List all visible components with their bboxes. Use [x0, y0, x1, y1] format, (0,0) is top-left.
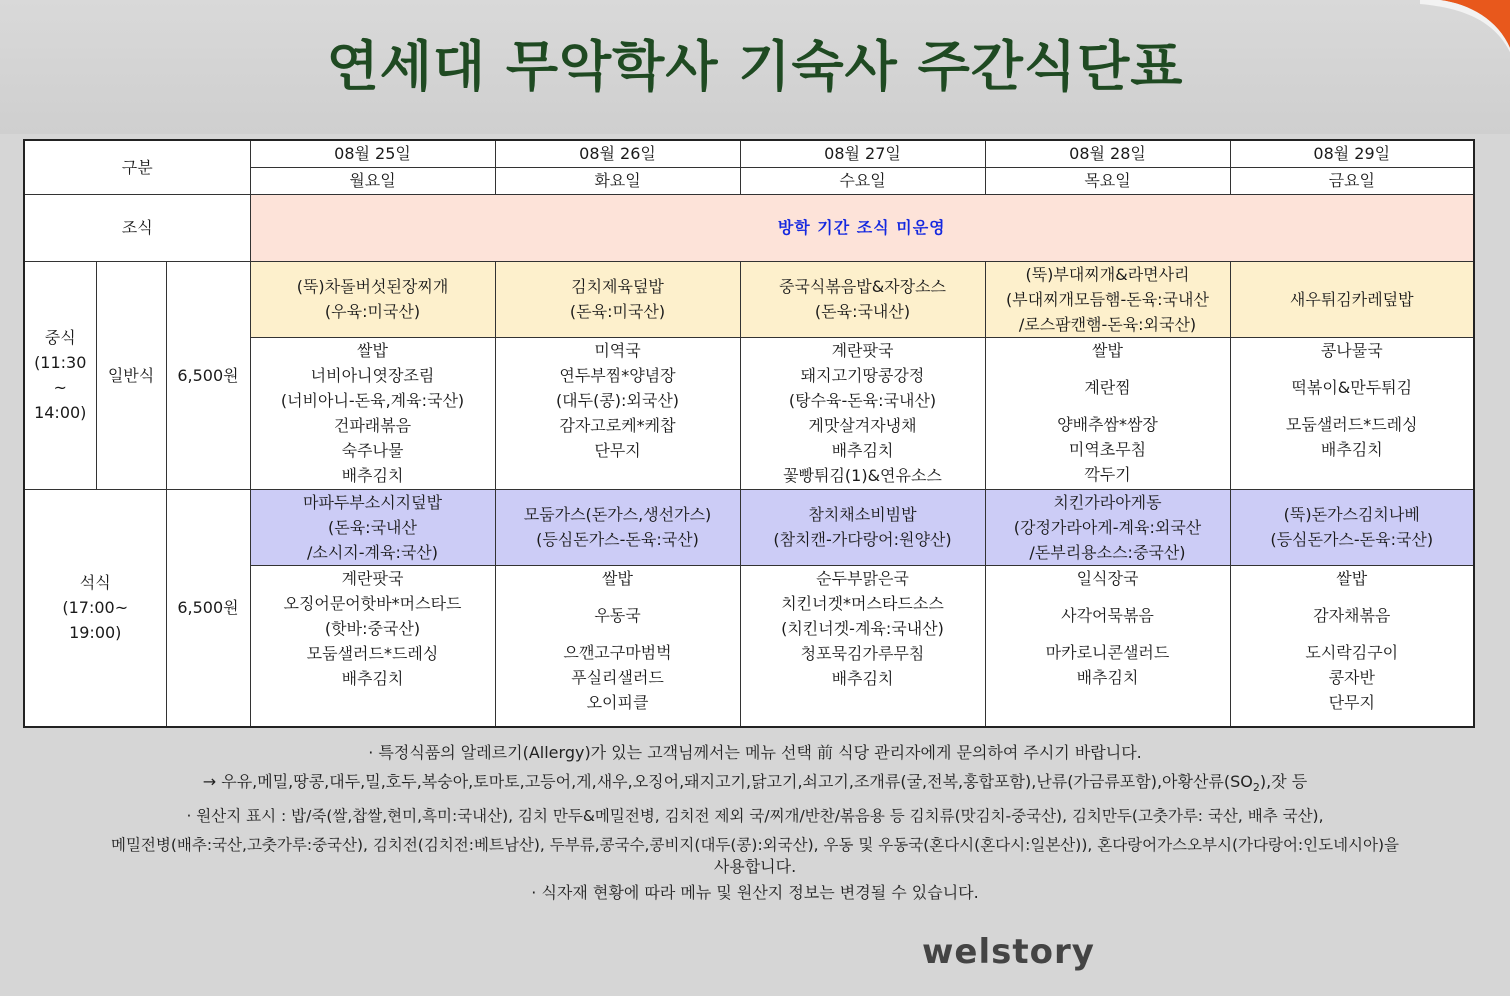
menu-item: (등심돈가스-돈육:국산)	[1270, 530, 1434, 549]
lunch-sides-cell	[495, 337, 740, 489]
menu-item: (등심돈가스-돈육:국산)	[536, 530, 699, 549]
menu-item: 순두부맑은국	[816, 568, 909, 588]
lunch-sides-cell	[740, 337, 985, 489]
lunch-time-end: 14:00)	[34, 403, 87, 422]
menu-item: 쌀밥	[1336, 568, 1368, 588]
dinner-time-start: (17:00~	[62, 598, 129, 618]
lunch-main-cell	[250, 261, 495, 337]
dinner-sides-cell	[250, 565, 495, 727]
weekday-header: 목요일	[985, 167, 1230, 194]
line-gap	[1233, 628, 1472, 640]
menu-item: (돈육:국내산	[328, 517, 417, 537]
allergen-list-end: ),잣 등	[1259, 772, 1308, 791]
menu-item: 숙주나물	[341, 440, 404, 460]
menu-item: 콩자반	[1328, 667, 1375, 687]
menu-item: (강정가라아게-계육:외국산	[1013, 517, 1202, 537]
menu-item: 너비아니엿장조림	[310, 365, 435, 385]
allergen-list-text: → 우유,메밀,땅콩,대두,밀,호두,복숭아,토마토,고등어,게,새우,오징어,돼지고기,닭고기,쇠고기,조개류(굴,전복,홍합포함),난류(가금류포함),아황산류(SO	[202, 772, 1253, 791]
breakfast-row	[24, 194, 1474, 261]
line-gap	[988, 363, 1228, 375]
menu-item: 돼지고기땅콩강정	[800, 365, 925, 385]
menu-item: (뚝)돈가스김치나베	[1283, 505, 1420, 524]
allergen-subscript: 2	[1252, 781, 1260, 795]
menu-item: 미역국	[594, 340, 641, 360]
notes-section	[20, 738, 1490, 908]
menu-item: 쌀밥	[602, 568, 633, 588]
weekday-header: 수요일	[740, 167, 985, 194]
menu-item: (치킨너겟-계육:국내산)	[781, 618, 944, 638]
menu-item: 감자고로케*케찹	[559, 415, 676, 435]
menu-item: (너비아니-돈육,계육:국산)	[280, 390, 465, 410]
dinner-price: 6,500원	[166, 489, 250, 727]
menu-item: (돈육:국내산)	[814, 302, 911, 321]
menu-item: 미역초무침	[1068, 439, 1147, 459]
menu-item: 모둠샐러드*드레싱	[1285, 414, 1418, 434]
lunch-time-sep: ~	[53, 378, 67, 397]
line-gap	[1233, 400, 1472, 412]
menu-item: (대두(콩):외국산)	[555, 390, 680, 410]
weekly-menu-table	[23, 139, 1475, 728]
menu-item: 배추김치	[1320, 439, 1383, 459]
menu-item: 모둠가스(돈가스,생선가스)	[523, 505, 712, 524]
lunch-main-cell	[495, 261, 740, 337]
lunch-time-start: (11:30	[34, 353, 87, 372]
menu-item: 쌀밥	[1092, 340, 1123, 360]
menu-item: 계란팟국	[831, 340, 894, 360]
line-gap	[988, 400, 1228, 412]
menu-item: (탕수육-돈육:국내산)	[788, 390, 937, 410]
menu-item: 떡볶이&만두튀김	[1291, 377, 1413, 397]
menu-item: 치킨가라아게동	[1053, 492, 1162, 512]
menu-item: 꽃빵튀김(1)&연유소스	[783, 465, 942, 485]
menu-item: 단무지	[594, 440, 641, 460]
menu-item: 계란찜	[1084, 377, 1131, 397]
menu-item: (우육:미국산)	[324, 302, 421, 321]
menu-item: /소시지-계육:국산)	[307, 542, 438, 562]
dinner-main-cell	[495, 489, 740, 565]
menu-item: 마파두부소시지덮밥	[302, 492, 443, 512]
menu-item: /로스팜캔햄-돈육:외국산)	[1018, 314, 1197, 334]
menu-item: 으깬고구마범벅	[563, 642, 672, 662]
lunch-sides-cell	[1230, 337, 1474, 489]
menu-item: (핫바:중국산)	[324, 618, 421, 638]
header-date-row	[24, 140, 1474, 167]
dinner-main-row	[24, 489, 1474, 565]
menu-item: (부대찌개모듬햄-돈육:국내산	[1006, 289, 1209, 309]
menu-item: 모둠샐러드*드레싱	[306, 643, 439, 663]
dinner-sides-cell	[985, 565, 1230, 727]
dinner-label-text: 석식	[79, 573, 111, 593]
origin-note-cont: 메밀전병(배추:국산,고춧가루:중국산), 김치전(김치전:베트남산), 두부류,콩국수,콩비지(대두(콩):외국산), 우동 및 우동국(혼다시(혼다시:일본산)), 혼다랑어가스오부시(가다랑어:인도네시아)을	[110, 836, 1400, 855]
lunch-label	[24, 261, 96, 489]
origin-note: · 원산지 표시 : 밥/죽(쌀,찹쌀,현미,흑미:국내산), 김치 만두&메밀전병, 김치전 제외 국/찌개/반찬/볶음용 등 김치류(맛김치-중국산), 김치만두(고춧가루: 국산, 배추 국산),	[186, 807, 1324, 826]
menu-item: 청포묵김가루무침	[800, 643, 925, 663]
menu-item: 양배추쌈*쌈장	[1057, 414, 1158, 434]
date-header: 08월 27일	[740, 140, 985, 167]
weekday-header: 금요일	[1230, 167, 1474, 194]
menu-item: 오이피클	[586, 692, 649, 712]
menu-item: 푸실리샐러드	[571, 667, 664, 687]
lunch-sides-cell	[985, 337, 1230, 489]
menu-item: /돈부리용소스:중국산)	[1029, 542, 1186, 562]
allergen-list	[20, 767, 1490, 802]
breakfast-label: 조식	[24, 194, 250, 261]
menu-item: 오징어문어핫바*머스타드	[283, 593, 462, 613]
change-note: · 식자재 현황에 따라 메뉴 및 원산지 정보는 변경될 수 있습니다.	[531, 883, 979, 903]
dinner-sides-cell	[740, 565, 985, 727]
date-header: 08월 25일	[250, 140, 495, 167]
menu-item: 배추김치	[1076, 667, 1139, 687]
menu-item: 일식장국	[1076, 568, 1139, 588]
date-header: 08월 28일	[985, 140, 1230, 167]
menu-item: 사각어묵볶음	[1061, 605, 1154, 625]
header-band	[0, 0, 1510, 134]
dinner-sides-cell	[1230, 565, 1474, 727]
menu-item: 김치제육덮밥	[571, 277, 664, 296]
breakfast-notice: 방학 기간 조식 미운영	[250, 194, 1474, 261]
lunch-type: 일반식	[96, 261, 166, 489]
menu-item: 새우튀김카레덮밥	[1289, 289, 1414, 309]
category-header: 구분	[24, 140, 250, 194]
menu-item: 배추김치	[831, 668, 894, 688]
menu-item: 깍두기	[1084, 464, 1131, 484]
menu-item: (뚝)차돌버섯된장찌개	[296, 277, 449, 296]
menu-item: 콩나물국	[1320, 340, 1383, 360]
date-header: 08월 26일	[495, 140, 740, 167]
line-gap	[1233, 591, 1472, 603]
brand-logo: welstory	[922, 932, 1095, 972]
menu-item: (참치캔-가다랑어:원양산)	[773, 530, 952, 549]
lunch-main-row	[24, 261, 1474, 337]
menu-item: 단무지	[1328, 692, 1375, 712]
line-gap	[498, 591, 738, 603]
menu-item: 계란팟국	[341, 568, 404, 588]
menu-item: 쌀밥	[357, 340, 388, 360]
line-gap	[498, 628, 738, 640]
menu-item: 중국식볶음밥&자장소스	[778, 277, 947, 296]
menu-item: 감자채볶음	[1313, 605, 1391, 625]
menu-item: 게맛살겨자냉채	[808, 415, 917, 435]
menu-item: (돈육:미국산)	[569, 302, 666, 321]
lunch-sides-cell	[250, 337, 495, 489]
menu-item: 배추김치	[341, 465, 404, 485]
dinner-time-end: 19:00)	[69, 623, 122, 643]
lunch-price: 6,500원	[166, 261, 250, 489]
line-gap	[988, 591, 1228, 603]
menu-item: 도시락김구이	[1305, 642, 1399, 662]
dinner-main-cell	[740, 489, 985, 565]
lunch-main-cell	[740, 261, 985, 337]
date-header: 08월 29일	[1230, 140, 1474, 167]
menu-item: 배추김치	[831, 440, 894, 460]
menu-item: 배추김치	[341, 668, 404, 688]
weekday-header: 월요일	[250, 167, 495, 194]
menu-item: 마카로니콘샐러드	[1045, 642, 1170, 662]
menu-item: 참치채소비빔밥	[808, 505, 917, 524]
dinner-main-cell	[250, 489, 495, 565]
dinner-main-cell	[1230, 489, 1474, 565]
line-gap	[988, 628, 1228, 640]
lunch-main-cell	[1230, 261, 1474, 337]
menu-item: 우동국	[594, 605, 641, 625]
menu-item: (뚝)부대찌개&라면사리	[1025, 264, 1190, 284]
dinner-sides-cell	[495, 565, 740, 727]
weekday-header: 화요일	[495, 167, 740, 194]
menu-item: 치킨너겟*머스타드소스	[781, 593, 944, 613]
dinner-label	[24, 489, 166, 727]
lunch-main-cell	[985, 261, 1230, 337]
allergy-note: · 특정식품의 알레르기(Allergy)가 있는 고객님께서는 메뉴 선택 前 식당 관리자에게 문의하여 주시기 바랍니다.	[368, 743, 1142, 762]
lunch-label-text: 중식	[44, 328, 76, 347]
page-title: 연세대 무악학사 기숙사 주간식단표	[326, 35, 1184, 98]
dinner-main-cell	[985, 489, 1230, 565]
menu-item: 건파래볶음	[333, 415, 412, 435]
line-gap	[1233, 363, 1472, 375]
menu-item: 연두부찜*양념장	[559, 365, 676, 385]
origin-note-end: 사용합니다.	[713, 857, 797, 877]
